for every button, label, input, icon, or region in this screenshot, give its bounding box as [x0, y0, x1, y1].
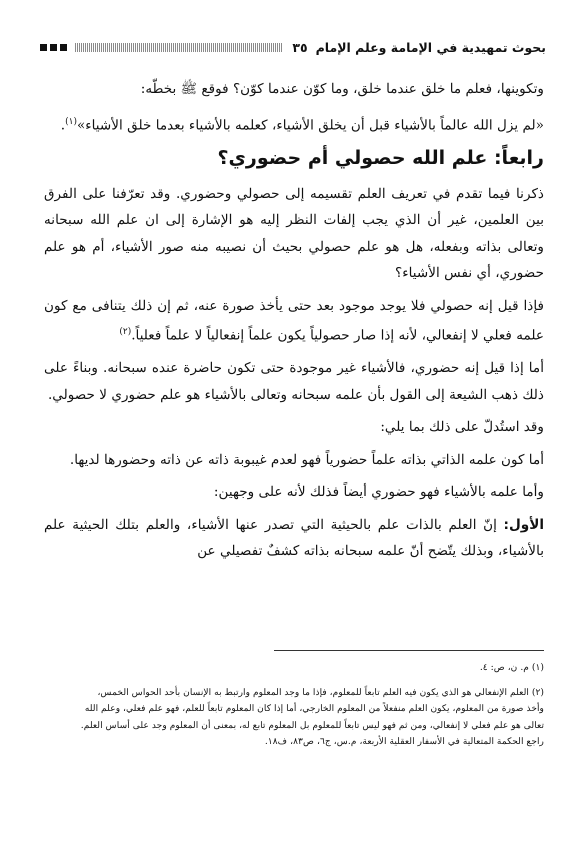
page-header [40, 36, 546, 58]
paragraph-6: وقد استُدلّ على ذلك بما يلي: [380, 419, 544, 436]
paragraph-5: أما إذا قيل إنه حضوري، فالأشياء غير موجودة حتى تكون حاضرة عنده سبحانه. وبناءً على ذلك ذهب الشيعة إلى القول بأن علمه سبحانه وتعالى بالأشياء هو علم حضوري لا حصولي. [44, 360, 544, 403]
paragraph-3: ذكرنا فيما تقدم في تعريف العلم تقسيمه إلى حصولي وحضوري. وقد تعرّفنا على الفرق بين العلمين، غير أن الذي يجب إلفات النظر إليه هو الإشارة إلى ان علم الله سبحانه وتعالى بذاته وبفعله، هل هو علم حصولي بحيث أن نصيبه منه صور الأشياء، أم هو علم حضوري، أي نفس الأشياء؟ [44, 185, 544, 282]
paragraph-2-quote [44, 109, 544, 139]
footnotes [44, 660, 544, 751]
quote-text: «لم يزل الله عالماً بالأشياء قبل أن يخلق الأشياء، كعلمه بالأشياء بعدما خلق الأشياء» [76, 117, 544, 134]
paragraph-4-text: فإذا قيل إنه حصولي فلا يوجد موجود بعد حتى يأخذ صورة عنه، ثم إن ذلك يتنافى مع كون علمه فعلي لا إنفعالي، لأنه إذا صار حصولياً يكون علماً إنفعالياً لا علماً فعلياً. [44, 297, 544, 344]
paragraph-8: وأما علمه بالأشياء فهو حضوري أيضاً فذلك لأنه على وجهين: [213, 484, 544, 501]
paragraph-7: أما كون علمه الذاتي بذاته علماً حضورياً فهو لعدم غيبوبة ذاته عن ذاته وحضورها لديها. [69, 451, 544, 468]
footnote-2-line-3: تعالى هو علم فعلي لا إنفعالي، ومن ثم فهو ليس تابعاً للمعلوم بل المعلوم تابع له، بمعنى أن المعلوم وجد على أساس العلم. [80, 719, 544, 731]
paragraph-9-text: إنّ العلم بالذات علم بالحيثية التي تصدر عنها الأشياء، والعلم بتلك الحيثية علم بالأشياء، وبذلك يتّضح أنّ علمه سبحانه بذاته كشفٌ تفصيلي عن [44, 516, 544, 560]
square-ornament-icon [60, 44, 67, 51]
square-ornament-icon [50, 44, 57, 51]
footnote-2-line-2: وأخذ صورة من المعلوم، يكون العلم منفعلاً من المعلوم الخارجي، أما إذا كان المعلوم تابعاً للعلم، فهو علم فعلي، وعلم الله [84, 703, 544, 715]
paragraph-4 [44, 293, 544, 350]
quote-end: . [60, 117, 66, 134]
square-ornament-icon [40, 44, 47, 51]
paragraph-1: وتكوينها، فعلم ما خلق عندما خلق، وما كوّن عندما كوّن؟ فوقع ﷺ بخطّه: [140, 81, 544, 97]
section-heading: رابعاً: علم الله حصولي أم حضوري؟ [217, 146, 544, 169]
paragraph-9 [44, 512, 544, 565]
header-hatch-bar [75, 43, 282, 52]
point-lead: الأول: [503, 516, 544, 533]
page-number: ٣٥ [292, 39, 308, 55]
footnote-ref-1: (١) [65, 116, 77, 127]
main-text [44, 76, 544, 571]
footnote-ref-2: (٢) [119, 327, 132, 338]
footnote-2-line-1: (٢) العلم الإنفعالي هو الذي يكون فيه العلم تابعاً للمعلوم، فإذا ما وجد المعلوم وارتبط به الإنسان بأحد الحواس الخمس، [97, 686, 544, 698]
header-squares-ornament [40, 44, 67, 51]
footnote-1: (١) م. ن، ص: ٤. [479, 662, 544, 673]
footnote-2-line-4: راجع الحكمة المتعالية في الأسفار العقلية الأربعة، م.س، ج٦، ص٨٣، ف١٨. [264, 736, 544, 748]
footnote-divider [274, 650, 544, 651]
running-head: بحوث تمهيدية في الإمامة وعلم الإمام [315, 39, 546, 55]
